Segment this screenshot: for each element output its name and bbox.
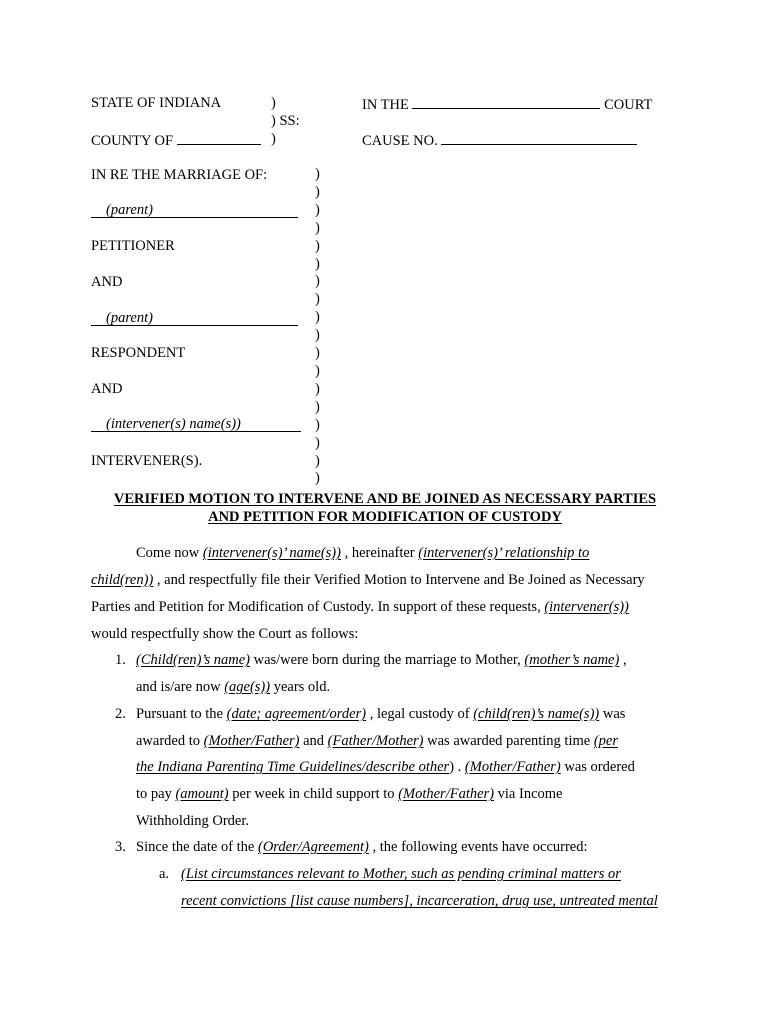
parenting-time-field-cont[interactable]: the Indiana Parenting Time Guidelines/describe other	[136, 759, 450, 775]
p1-line2: child(ren)) , and respectfully file their Verified Motion to Intervene and Be Joined as Necessary	[91, 572, 645, 588]
p1-line3: Parties and Petition for Modification of Custody. In support of these requests, (intervener(s))	[91, 599, 629, 615]
and-label: AND	[91, 381, 123, 397]
item1-number: 1.	[115, 652, 126, 668]
paren-column: ) ) ) ) ) ) ) ) ) ) ) ) ) ) ) ) ) )	[315, 166, 320, 487]
ss-label: ) SS:	[271, 113, 300, 129]
item2-number: 2.	[115, 706, 126, 722]
item2-line3: the Indiana Parenting Time Guidelines/describe other) . (Mother/Father) was ordered	[136, 759, 635, 775]
document-title-line1: VERIFIED MOTION TO INTERVENE AND BE JOINED AS NECESSARY PARTIES	[113, 491, 657, 507]
support-payee-field[interactable]: (Mother/Father)	[398, 786, 495, 802]
item1-line1: (Child(ren)’s name) was/were born during the marriage to Mother, (mother’s name) ,	[136, 652, 627, 668]
court-prefix: IN THE	[362, 97, 409, 113]
mother-circumstances-field[interactable]: (List circumstances relevant to Mother, such as pending criminal matters or	[181, 866, 621, 882]
intervener-name-field[interactable]: (intervener(s) name(s))	[106, 416, 241, 432]
interveners-field[interactable]: (intervener(s))	[544, 599, 629, 615]
p1-line1: Come now (intervener(s)’ name(s)) , hereinafter (intervener(s)’ relationship to	[136, 545, 590, 561]
cause-label: CAUSE NO.	[362, 133, 438, 149]
date-agreement-field[interactable]: (date; agreement/order)	[226, 706, 367, 722]
court-suffix: COURT	[604, 97, 653, 113]
relationship-field[interactable]: (intervener(s)’ relationship to	[418, 545, 590, 561]
amount-field[interactable]: (amount)	[175, 786, 229, 802]
parent2-field[interactable]: (parent)	[106, 310, 153, 326]
cause-line	[362, 130, 637, 150]
item2-line4: to pay (amount) per week in child support to (Mother/Father) via Income	[136, 786, 563, 802]
custodial-parent-field[interactable]: (Mother/Father)	[203, 733, 300, 749]
petitioner-label: PETITIONER	[91, 238, 175, 254]
court-line	[362, 94, 652, 114]
intervener-underline	[91, 431, 301, 432]
parent1-underline	[91, 217, 298, 218]
order-agreement-field[interactable]: (Order/Agreement)	[258, 839, 369, 855]
and-label: AND	[91, 274, 123, 290]
court-blank[interactable]	[412, 94, 600, 109]
support-payor-field[interactable]: (Mother/Father)	[464, 759, 561, 775]
item3-line1: Since the date of the (Order/Agreement) , the following events have occurred:	[136, 839, 588, 855]
county-label: COUNTY OF	[91, 133, 174, 149]
item1-line2: and is/are now (age(s)) years old.	[136, 679, 331, 695]
item2-line1: Pursuant to the (date; agreement/order) , legal custody of (child(ren)’s name(s)) was	[136, 706, 626, 722]
item3a-line1	[181, 865, 621, 883]
county-line	[91, 130, 261, 150]
item2-line2: awarded to (Mother/Father) and (Father/Mother) was awarded parenting time (per	[136, 733, 618, 749]
interveners-label: INTERVENER(S).	[91, 453, 203, 469]
in-re-label: IN RE THE MARRIAGE OF:	[91, 167, 268, 183]
age-field[interactable]: (age(s))	[224, 679, 271, 695]
item2-line5: Withholding Order.	[136, 813, 249, 829]
other-parent-field[interactable]: (Father/Mother)	[327, 733, 424, 749]
mother-name-field[interactable]: (mother’s name)	[524, 652, 620, 668]
parent2-underline	[91, 325, 298, 326]
caption-paren: )	[271, 131, 276, 147]
county-blank[interactable]	[177, 130, 261, 145]
mother-circumstances-field-cont[interactable]: recent convictions [list cause numbers], incarceration, drug use, untreated mental	[181, 893, 658, 909]
relationship-field-cont[interactable]: child(ren))	[91, 572, 154, 588]
parenting-time-field[interactable]: (per	[593, 733, 618, 749]
caption-paren: )	[271, 95, 276, 111]
children-names-field[interactable]: (child(ren)’s name(s))	[473, 706, 600, 722]
item3a-line2	[181, 892, 658, 910]
parent1-field[interactable]: (parent)	[106, 202, 153, 218]
item3-number: 3.	[115, 839, 126, 855]
respondent-label: RESPONDENT	[91, 345, 186, 361]
p1-line4: would respectfully show the Court as follows:	[91, 626, 359, 642]
document-title-line2: AND PETITION FOR MODIFICATION OF CUSTODY	[208, 509, 562, 525]
state-label: STATE OF INDIANA	[91, 95, 222, 111]
child-name-field[interactable]: (Child(ren)’s name)	[136, 652, 250, 668]
cause-blank[interactable]	[441, 130, 637, 145]
intervener-names-field[interactable]: (intervener(s)’ name(s))	[202, 545, 341, 561]
item3a-letter: a.	[159, 866, 170, 882]
